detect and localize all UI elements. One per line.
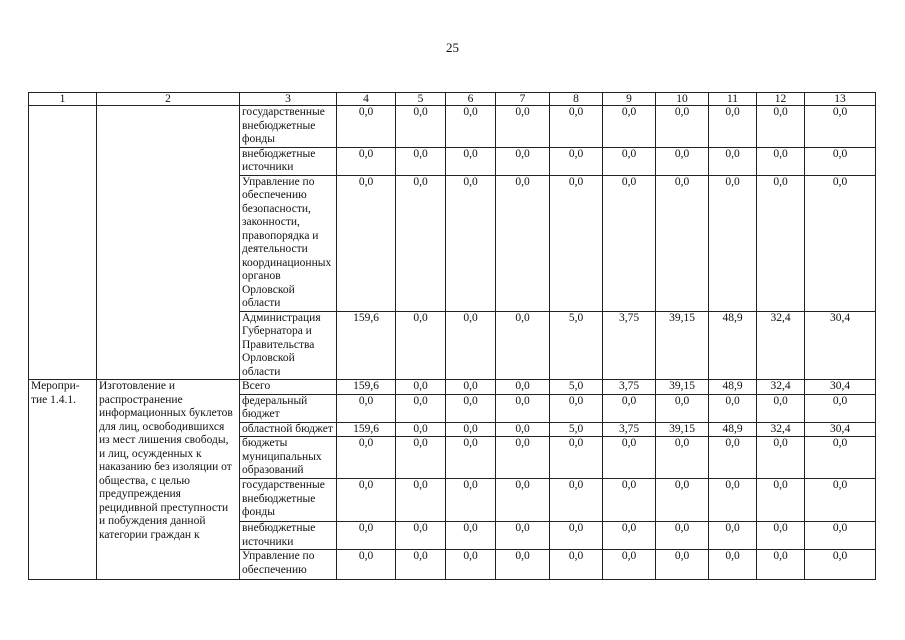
header-cell-6: 6 — [446, 93, 496, 106]
value-cell: 0,0 — [805, 522, 876, 550]
value-cell: 0,0 — [656, 550, 709, 580]
value-cell: 0,0 — [446, 106, 496, 148]
value-cell: 0,0 — [446, 380, 496, 395]
empty-description-cell — [97, 106, 240, 380]
table-row — [29, 106, 876, 148]
value-cell: 32,4 — [757, 422, 805, 437]
value-cell: 0,0 — [709, 106, 757, 148]
row-label: внебюджетные источники — [240, 522, 337, 550]
value-cell: 0,0 — [446, 394, 496, 422]
value-cell: 0,0 — [550, 175, 603, 311]
value-cell: 0,0 — [550, 479, 603, 522]
value-cell: 0,0 — [603, 394, 656, 422]
header-cell-3: 3 — [240, 93, 337, 106]
value-cell: 0,0 — [396, 422, 446, 437]
value-cell: 0,0 — [396, 437, 446, 479]
value-cell: 159,6 — [337, 380, 396, 395]
value-cell: 0,0 — [446, 550, 496, 580]
value-cell: 0,0 — [446, 311, 496, 380]
row-label: областной бюджет — [240, 422, 337, 437]
value-cell: 5,0 — [550, 380, 603, 395]
measure-description: Изготовление и распространение информационных буклетов для лиц, освободившихся из мест лишения свободы, и лиц, осужденных к наказанию без изоляции от общества, с целью предупреждения рецидивной преступности и побуждения данной категории граждан к — [97, 380, 240, 580]
value-cell: 0,0 — [757, 550, 805, 580]
value-cell: 0,0 — [656, 106, 709, 148]
header-cell-5: 5 — [396, 93, 446, 106]
value-cell: 0,0 — [709, 147, 757, 175]
value-cell: 0,0 — [396, 479, 446, 522]
value-cell: 0,0 — [396, 175, 446, 311]
header-cell-10: 10 — [656, 93, 709, 106]
value-cell: 0,0 — [709, 550, 757, 580]
value-cell: 0,0 — [496, 175, 550, 311]
value-cell: 0,0 — [446, 522, 496, 550]
header-cell-11: 11 — [709, 93, 757, 106]
value-cell: 0,0 — [337, 175, 396, 311]
value-cell: 0,0 — [603, 479, 656, 522]
row-label: федеральный бюджет — [240, 394, 337, 422]
value-cell: 30,4 — [805, 311, 876, 380]
value-cell: 5,0 — [550, 311, 603, 380]
header-cell-13: 13 — [805, 93, 876, 106]
value-cell: 0,0 — [496, 380, 550, 395]
value-cell: 0,0 — [396, 522, 446, 550]
empty-id-cell — [29, 106, 97, 380]
value-cell: 0,0 — [396, 550, 446, 580]
value-cell: 0,0 — [656, 394, 709, 422]
value-cell: 0,0 — [603, 437, 656, 479]
row-label: Администрация Губернатора и Правительства Орловской области — [240, 311, 337, 380]
value-cell: 0,0 — [757, 479, 805, 522]
value-cell: 0,0 — [709, 175, 757, 311]
value-cell: 48,9 — [709, 380, 757, 395]
value-cell: 0,0 — [496, 394, 550, 422]
row-label: Управление по обеспечению — [240, 550, 337, 580]
value-cell: 0,0 — [603, 550, 656, 580]
row-label: бюджеты муниципальных образований — [240, 437, 337, 479]
value-cell: 0,0 — [446, 479, 496, 522]
table-row — [29, 380, 876, 395]
value-cell: 0,0 — [496, 550, 550, 580]
value-cell: 0,0 — [656, 175, 709, 311]
row-label: внебюджетные источники — [240, 147, 337, 175]
value-cell: 3,75 — [603, 422, 656, 437]
value-cell: 0,0 — [496, 422, 550, 437]
value-cell: 0,0 — [709, 437, 757, 479]
value-cell: 39,15 — [656, 311, 709, 380]
value-cell: 0,0 — [603, 106, 656, 148]
row-label: государственные внебюджетные фонды — [240, 106, 337, 148]
value-cell: 0,0 — [337, 394, 396, 422]
value-cell: 0,0 — [446, 437, 496, 479]
value-cell: 0,0 — [550, 522, 603, 550]
value-cell: 0,0 — [709, 522, 757, 550]
value-cell: 0,0 — [757, 394, 805, 422]
header-cell-8: 8 — [550, 93, 603, 106]
value-cell: 0,0 — [805, 437, 876, 479]
value-cell: 0,0 — [709, 479, 757, 522]
value-cell: 159,6 — [337, 422, 396, 437]
value-cell: 5,0 — [550, 422, 603, 437]
header-cell-9: 9 — [603, 93, 656, 106]
value-cell: 0,0 — [757, 106, 805, 148]
value-cell: 0,0 — [337, 437, 396, 479]
value-cell: 0,0 — [337, 147, 396, 175]
value-cell: 0,0 — [805, 550, 876, 580]
value-cell: 3,75 — [603, 311, 656, 380]
budget-table — [28, 92, 876, 580]
header-row — [29, 93, 876, 106]
value-cell: 0,0 — [550, 550, 603, 580]
header-cell-12: 12 — [757, 93, 805, 106]
value-cell: 0,0 — [805, 106, 876, 148]
value-cell: 0,0 — [656, 147, 709, 175]
value-cell: 0,0 — [805, 394, 876, 422]
value-cell: 39,15 — [656, 380, 709, 395]
value-cell: 0,0 — [446, 175, 496, 311]
value-cell: 0,0 — [656, 479, 709, 522]
value-cell: 0,0 — [337, 106, 396, 148]
value-cell: 0,0 — [496, 311, 550, 380]
value-cell: 39,15 — [656, 422, 709, 437]
value-cell: 0,0 — [550, 106, 603, 148]
value-cell: 0,0 — [550, 147, 603, 175]
value-cell: 0,0 — [496, 479, 550, 522]
row-label: Управление по обеспечению безопасности, законности, правопорядка и деятельности координационных органов Орловской области — [240, 175, 337, 311]
value-cell: 0,0 — [396, 380, 446, 395]
value-cell: 0,0 — [496, 106, 550, 148]
value-cell: 0,0 — [757, 147, 805, 175]
value-cell: 0,0 — [805, 175, 876, 311]
value-cell: 0,0 — [446, 422, 496, 437]
value-cell: 0,0 — [656, 522, 709, 550]
value-cell: 0,0 — [496, 522, 550, 550]
value-cell: 32,4 — [757, 380, 805, 395]
value-cell: 0,0 — [337, 479, 396, 522]
value-cell: 159,6 — [337, 311, 396, 380]
value-cell: 0,0 — [550, 437, 603, 479]
value-cell: 0,0 — [805, 479, 876, 522]
value-cell: 0,0 — [603, 147, 656, 175]
value-cell: 0,0 — [805, 147, 876, 175]
row-label: государственные внебюджетные фонды — [240, 479, 337, 522]
value-cell: 0,0 — [396, 106, 446, 148]
value-cell: 0,0 — [757, 522, 805, 550]
value-cell: 0,0 — [709, 394, 757, 422]
value-cell: 0,0 — [757, 437, 805, 479]
value-cell: 48,9 — [709, 311, 757, 380]
value-cell: 0,0 — [496, 147, 550, 175]
page-number: 25 — [446, 40, 459, 55]
value-cell: 30,4 — [805, 380, 876, 395]
value-cell: 0,0 — [337, 550, 396, 580]
value-cell: 0,0 — [757, 175, 805, 311]
header-cell-2: 2 — [97, 93, 240, 106]
value-cell: 0,0 — [396, 311, 446, 380]
value-cell: 0,0 — [496, 437, 550, 479]
value-cell: 32,4 — [757, 311, 805, 380]
value-cell: 0,0 — [656, 437, 709, 479]
value-cell: 48,9 — [709, 422, 757, 437]
header-cell-7: 7 — [496, 93, 550, 106]
value-cell: 3,75 — [603, 380, 656, 395]
value-cell: 30,4 — [805, 422, 876, 437]
measure-id: Меропри-тие 1.4.1. — [29, 380, 97, 580]
header-cell-1: 1 — [29, 93, 97, 106]
value-cell: 0,0 — [603, 522, 656, 550]
value-cell: 0,0 — [337, 522, 396, 550]
value-cell: 0,0 — [446, 147, 496, 175]
value-cell: 0,0 — [603, 175, 656, 311]
header-cell-4: 4 — [337, 93, 396, 106]
value-cell: 0,0 — [396, 147, 446, 175]
value-cell: 0,0 — [550, 394, 603, 422]
value-cell: 0,0 — [396, 394, 446, 422]
row-label: Всего — [240, 380, 337, 395]
